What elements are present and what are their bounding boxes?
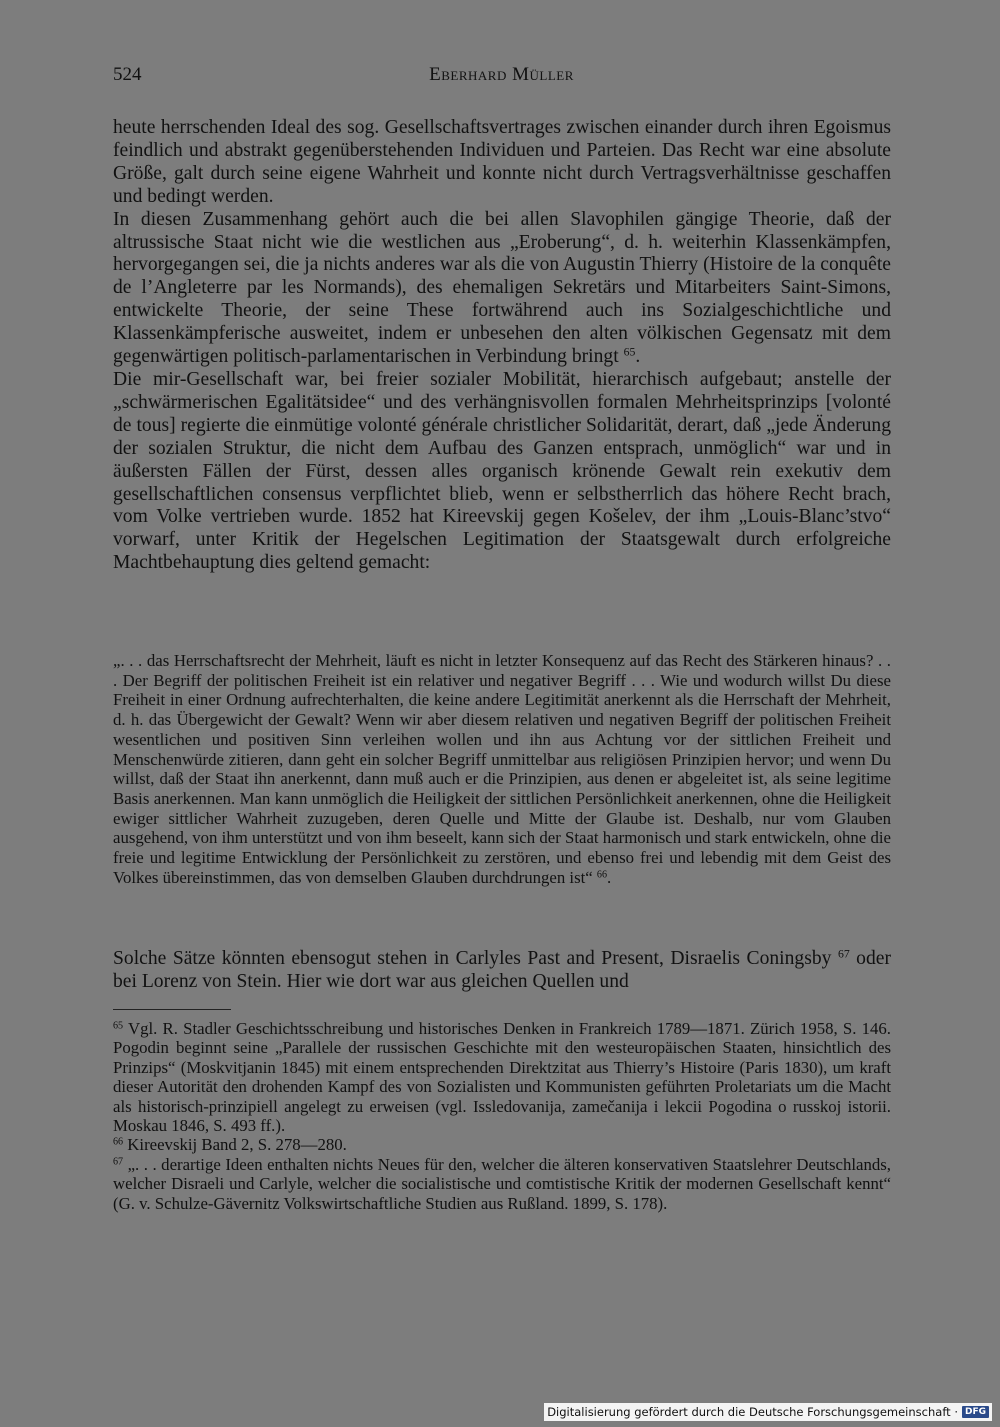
footnote-separator	[113, 1009, 231, 1010]
page-number: 524	[113, 64, 142, 85]
footnote-number: 66	[113, 1136, 124, 1148]
paragraph-4-text-b: oder bei Lorenz von Stein. Hier wie dort war aus gleichen Quellen und	[113, 948, 891, 992]
running-head	[113, 64, 890, 92]
dfg-logo: DFG	[962, 1406, 989, 1418]
block-quote-end: .	[607, 867, 612, 887]
paragraph-3: Die mir-Gesellschaft war, bei freier sozialer Mobilität, hierarchisch aufgebaut; anstelle der „schwärmerischen Egalitätsidee“ und des verhängnisvollen formalen Mehrheitsprinzips [volonté de tous] regierte die einmütige volonté générale christlicher Solidarität, derart, daß „jede Änderung der sozialen Struktur, die nicht dem Aufbau des Ganzen entsprach, unmöglich“ war und in äußersten Fällen der Fürst, dessen alles organisch krönende Gewalt rein exekutiv dem gesellschaftlichen consensus verpflichtet blieb, wenn er selbstherrlich das höhere Recht brach, vom Volke vertrieben wurde. 1852 hat Kireevskij gegen Košelev, der ihm „Louis-Blanc’stvo“ vorwarf, unter Kritik der Hegelschen Legitimation der Staatsgewalt durch erfolgreiche Machtbehauptung dies geltend gemacht:	[113, 368, 891, 574]
footnotes	[113, 1019, 891, 1213]
paragraph-4-text-a: Solche Sätze könnten ebensogut stehen in Carlyles Past and Present, Disraelis Coningsby	[113, 948, 832, 969]
block-quote-paragraph	[113, 651, 891, 887]
digitization-credit	[544, 1403, 992, 1421]
footnote-text: „. . . derartige Ideen enthalten nichts Neues für den, welcher die älteren konservativen Staatslehrer Deutschlands, welcher Disraeli und Carlyle, welcher die socialistische und comtistische Kritik der modernen Gesellschaft kennt“ (G. v. Schulze-Gävernitz Volkswirtschaftliche Studien aus Rußland. 1899, S. 178).	[113, 1154, 891, 1213]
credit-text: Digitalisierung gefördert durch die Deutsche Forschungsgemeinschaft ·	[547, 1405, 958, 1419]
body-text	[113, 117, 891, 575]
footnote-text: Vgl. R. Stadler Geschichtsschreibung und historisches Denken in Frankreich 1789—1871. Zürich 1958, S. 146. Pogodin beginnt seine „Parallele der russischen Geschichte mit den westeuropäischen Staaten, hinsichtlich des Prinzips“ (Moskvitjanin 1845) mit einem entsprechenden Direktzitat aus Thierry’s Histoire (Paris 1830), um kraft dieser Autorität den drohenden Kampf des von Sozialisten und Kommunisten geführten Proletariats um die Macht als historisch-prinzipiell angelegt zu erweisen (vgl. Issledovanija, zamečanija i lekcii Pogodina o russkoj istorii. Moskau 1846, S. 493 ff.).	[113, 1019, 891, 1136]
footnote-number: 65	[113, 1020, 124, 1032]
footnote-ref-66[interactable]: 66	[596, 869, 607, 881]
footnote-65	[113, 1019, 891, 1135]
block-quote	[113, 651, 891, 887]
footnote-ref-67[interactable]: 67	[837, 947, 850, 961]
footnote-number: 67	[113, 1156, 124, 1168]
paragraph-2-text: In diesen Zusammenhang gehört auch die bei allen Slavophilen gängige Theorie, daß der altrussische Staat nicht wie die westlichen aus „Eroberung“, d. h. weiterhin Klassenkämpfen, hervorgegangen sei, die ja nichts anderes war als die von Augustin Thierry (Histoire de la conquête de l’Angleterre par les Normands), des ehemaligen Sekretärs und Mitarbeiters Saint-Simons, entwickelte Theorie, der seine These fortwährend auch ins Sozialgeschichtliche und Klassenkämpferische ausweitet, indem er unbesehen den alten völkischen Gegensatz mit dem gegenwärtigen politisch-parlamentarischen in Verbindung bringt	[113, 208, 891, 368]
running-head-author: Eberhard Müller	[429, 64, 574, 85]
footnote-67	[113, 1155, 891, 1213]
footnote-text: Kireevskij Band 2, S. 278—280.	[127, 1135, 347, 1155]
footnote-66	[113, 1135, 891, 1154]
footnote-ref-65[interactable]: 65	[623, 345, 636, 359]
paragraph-4	[113, 947, 891, 993]
continuation-text	[113, 947, 891, 993]
paragraph-1: heute herrschenden Ideal des sog. Gesellschaftsvertrages zwischen einander durch ihren Egoismus feindlich und abstrakt gegenüberstehenden Individuen und Parteien. Das Recht war eine absolute Größe, galt durch seine eigene Wahrheit und konnte nicht durch Vertragsverhältnisse geschaffen und bedingt werden.	[113, 117, 891, 207]
paragraph-2: In diesen Zusammenhang gehört auch die bei allen Slavophilen gängige Theorie, daß der altrussische Staat nicht wie die westlichen aus „Eroberung“, d. h. weiterhin Klassenkämpfen, hervorgegangen sei, die ja nichts anderes war als die von Augustin Thierry (Histoire de la conquête de l’Angleterre par les Normands), des ehemaligen Sekretärs und Mitarbeiters Saint-Simons, entwickelte Theorie, der seine These fortwährend auch ins Sozialgeschichtliche und Klassenkämpferische ausweitet, indem er unbesehen den alten völkischen Gegensatz mit dem gegenwärtigen politisch-parlamentarischen in Verbindung bringt $^{65}$.	[113, 208, 891, 368]
block-quote-text: „. . . das Herrschaftsrecht der Mehrheit, läuft es nicht in letzter Konsequenz auf das Recht des Stärkeren hinaus? . . . Der Begriff der politischen Freiheit ist ein relativer und negativer Begriff . . . Wie und wodurch willst Du diese Freiheit in einer Ordnung aufrechterhalten, die keine andere Legitimität anerkennt als die Herrschaft der Mehrheit, d. h. das Übergewicht der Gewalt? Wenn wir aber diesem relativen und negativen Begriff der politischen Freiheit wesentlichen und positiven Sinn verleihen wollen und ihn aus Achtung vor der sittlichen Freiheit und Menschenwürde zitieren, dann geht ein solcher Begriff unmittelbar aus religiösen Prinzipien hervor; und wenn Du willst, daß der Staat ihn anerkennt, dann muß auch er die Prinzipien, aus denen er abgeleitet ist, als seine legitime Basis anerkennen. Man kann unmöglich die Heiligkeit der sittlichen Persönlichkeit anerkennen, ohne die Heiligkeit ewiger sittlicher Wahrheit zuzugeben, deren Quelle und Mitte der Glaube ist. Deshalb, nur vom Glauben ausgehend, von ihm unterstützt und von ihm beseelt, kann sich der Staat harmonisch und stark entwickeln, ohne die freie und legitime Entwicklung der Persönlichkeit zu zerstören, und ebenso frei und lebendig mit dem Geist des Volkes übereinstimmen, das von demselben Glauben durchdrungen ist“	[113, 651, 891, 887]
